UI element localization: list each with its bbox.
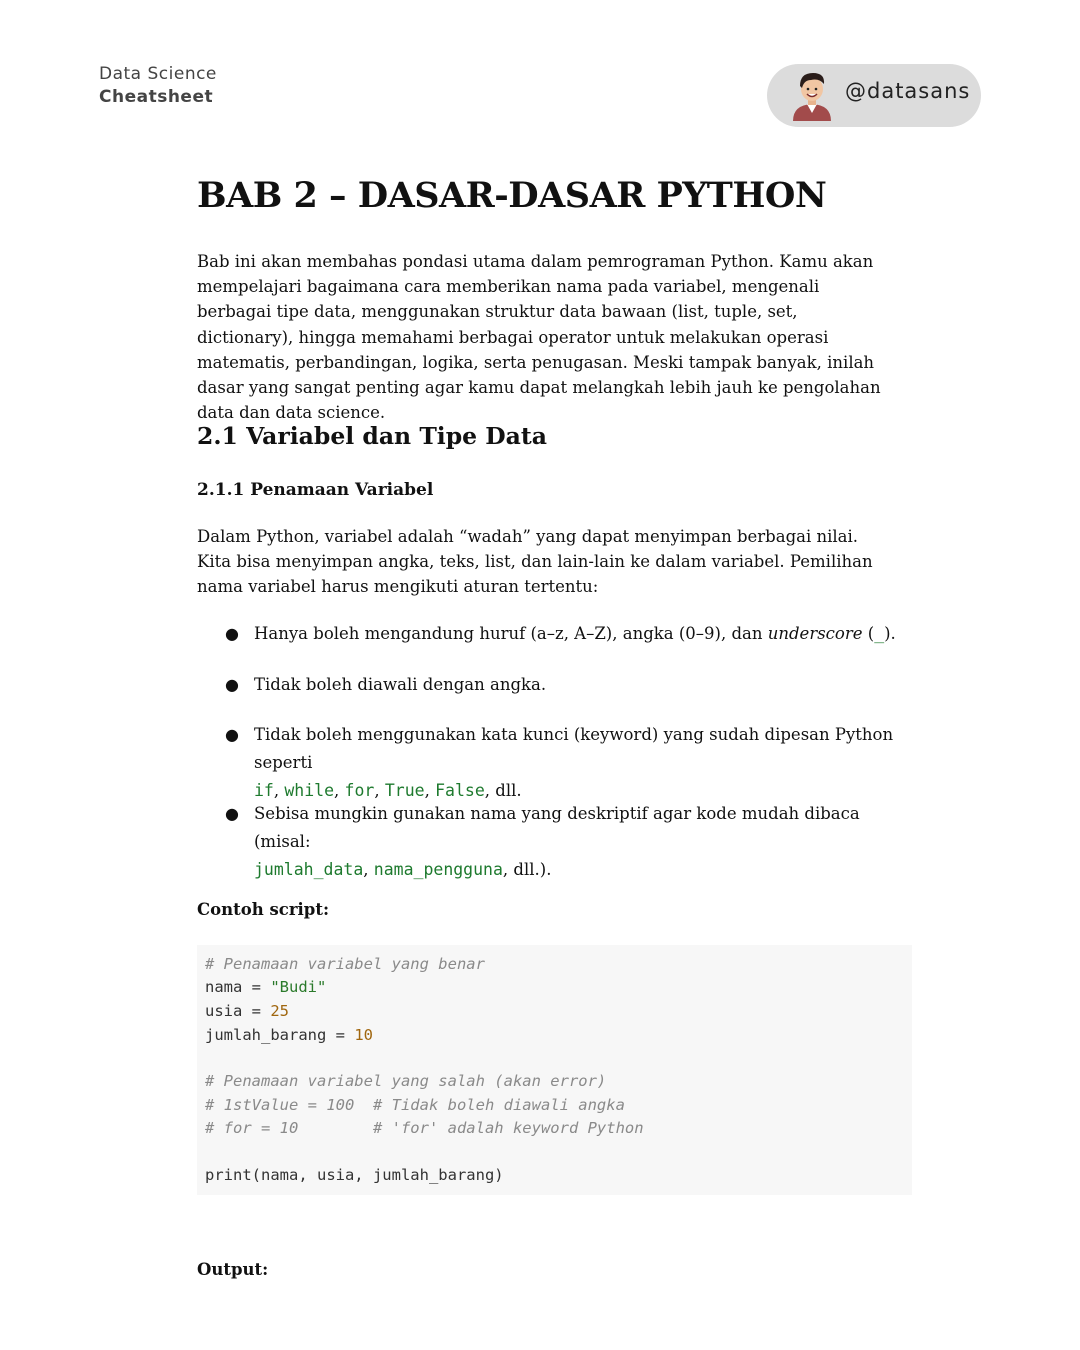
person-avatar-icon — [789, 69, 835, 121]
inline-code: for — [344, 781, 375, 800]
code-line — [205, 977, 326, 997]
chapter-title: BAB 2 – DASAR-DASAR PYTHON — [197, 175, 827, 216]
separator: , — [334, 781, 345, 800]
inline-code: False — [435, 781, 485, 800]
bullet-text: Tidak boleh diawali dengan angka. — [254, 675, 547, 694]
inline-code: while — [284, 781, 335, 800]
code-line: # 1stValue = 100 # Tidak boleh diawali angka — [205, 1096, 625, 1114]
bullet-emphasis: underscore — [767, 624, 863, 643]
handle-badge[interactable] — [767, 64, 981, 127]
bullet-text: Hanya boleh mengandung huruf (a–z, A–Z), angka (0–9), dan — [254, 624, 768, 643]
brand-line1: Data Science — [99, 64, 217, 84]
bullet-dot-icon: ● — [225, 675, 239, 694]
code-token: nama = — [205, 978, 271, 996]
code-number: 10 — [354, 1026, 373, 1044]
code-block — [197, 945, 912, 1195]
bullet-text: ). — [884, 624, 896, 643]
bullet-text: , dll. — [484, 781, 522, 800]
code-number: 25 — [270, 1002, 289, 1020]
subsection-heading: 2.1.1 Penamaan Variabel — [197, 480, 434, 500]
inline-code: True — [384, 781, 425, 800]
code-token: jumlah_barang = — [205, 1026, 355, 1044]
bullet-text: ( — [862, 624, 875, 643]
bullet-dot-icon: ● — [225, 804, 239, 823]
separator: , — [424, 781, 436, 800]
code-line: # Penamaan variabel yang salah (akan error) — [205, 1072, 607, 1090]
brand-line2: Cheatsheet — [99, 87, 214, 107]
variable-paragraph: Dalam Python, variabel adalah “wadah” yang dapat menyimpan berbagai nilai. Kita bisa menyimpan angka, teks, list, dan lain-lain ke dalam variabel. Pemilihan nama variabel harus mengikuti aturan tertentu: — [197, 527, 873, 597]
brand — [99, 63, 217, 109]
inline-code: nama_pengguna — [373, 860, 503, 879]
inline-code: if — [254, 781, 274, 800]
separator: , — [363, 860, 374, 879]
output-label: Output: — [197, 1260, 269, 1279]
code-line — [205, 1025, 373, 1045]
bullet-text: Sebisa mungkin gunakan nama yang deskriptif agar kode mudah dibaca (misal: — [254, 804, 860, 851]
handle-text: @datasans — [845, 79, 971, 103]
separator: , — [273, 781, 285, 800]
bullet-dot-icon: ● — [225, 725, 239, 744]
code-line: print(nama, usia, jumlah_barang) — [205, 1166, 504, 1184]
bullet-dot-icon: ● — [225, 624, 239, 643]
code-token: usia = — [205, 1002, 271, 1020]
code-string: "Budi" — [270, 978, 327, 996]
code-line: # Penamaan variabel yang benar — [205, 955, 485, 973]
section-heading: 2.1 Variabel dan Tipe Data — [197, 422, 547, 450]
separator: , — [374, 781, 385, 800]
example-label: Contoh script: — [197, 900, 330, 919]
intro-paragraph: Bab ini akan membahas pondasi utama dalam pemrograman Python. Kamu akan mempelajari bagaimana cara memberikan nama pada variabel, mengenali berbagai tipe data, menggunakan struktur data bawaan (list, tuple, set, dictionary), hingga memahami berbagai operator untuk melakukan operasi matematis, perbandingan, logika, serta penugasan. Meski tampak banyak, inilah dasar yang sangat penting agar kamu dapat melangkah lebih jauh ke pengolahan data dan data science. — [197, 252, 881, 423]
inline-code: _ — [874, 624, 885, 643]
bullet-text: Tidak boleh menggunakan kata kunci (keyword) yang sudah dipesan Python seperti — [254, 725, 894, 772]
code-line: # for = 10 # 'for' adalah keyword Python — [205, 1119, 644, 1137]
code-line — [205, 1001, 289, 1021]
bullet-text: , dll.). — [502, 860, 552, 879]
inline-code: jumlah_data — [254, 860, 364, 879]
